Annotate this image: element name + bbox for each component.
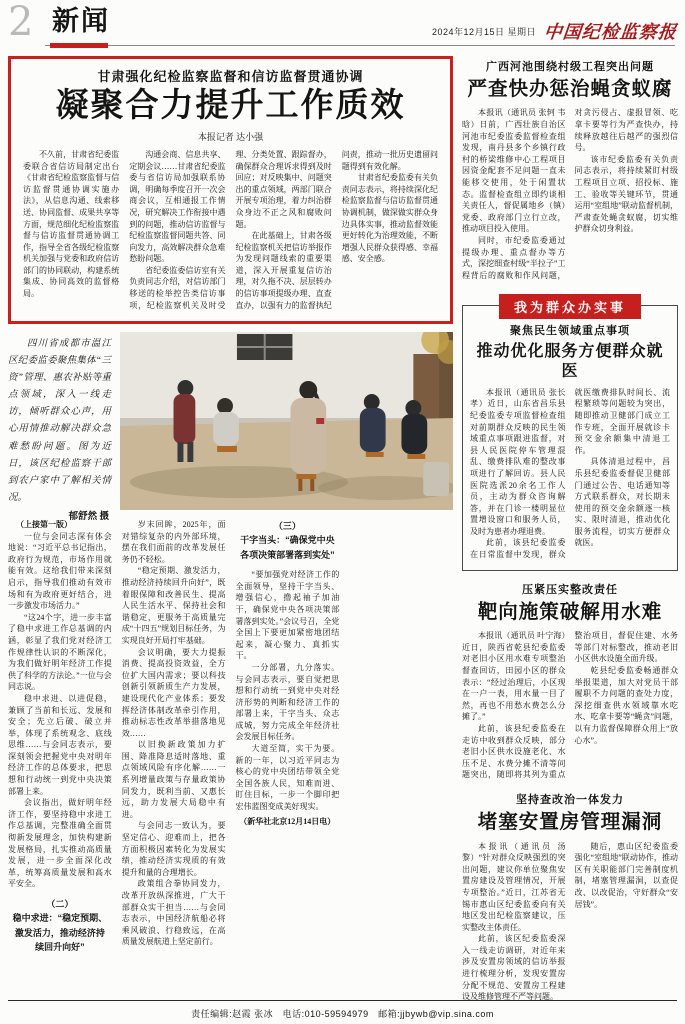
article-shaanxi-kicker: 压紧压实整改责任 — [522, 583, 618, 596]
paragraph: 随后，惠山区纪委监委强化“室组地”联动协作，推动区有关职能部门完善制度机制，堵塞管理漏洞，以查促改、以改促治，守好群众“安居钱”。 — [574, 841, 678, 909]
subhead-two-number: （二） — [46, 899, 74, 909]
right-column — [462, 56, 678, 1016]
masthead-red-bar — [50, 43, 108, 48]
paragraph: 会议指出，做好明年经济工作，要坚持稳中求进工作总基调，完整准确全面贯彻新发展理念，加快构建新发展格局，扎实推动高质量发展，进一步全面深化改革，统筹高质量发展和高水平安全。 — [8, 798, 112, 889]
campaign-section — [462, 300, 678, 570]
article-shaanxi-body — [462, 630, 678, 782]
paragraph: 本报讯（通讯员 张轲 韦晗）日前，广西壮族自治区河池市纪委监委监督检查组发现，南丹县多个乡镇行政村的桥梁维修中心工程项目因资金配套不足问题一直未能移交使用，处于闲置状态。监督检查组立即约谈相关责任人，督促属地乡（镇）党委、政府部门立行立改，推动项目投入使用。 — [462, 108, 566, 234]
article-shandong-kicker: 聚焦民生领域重点事项 — [510, 325, 630, 338]
newspaper-logo: 中国纪检监察报 — [542, 22, 678, 42]
campaign-banner: 我为群众办实事 — [499, 294, 641, 319]
lead-kicker: 甘肃强化纪检监察监督和信访监督贯通协调 — [97, 69, 364, 84]
jump-article — [8, 519, 453, 957]
paragraph: 本报讯（通讯员 汤黎）“针对群众反映强烈的突出问题，建议你单位聚焦安置房建设及管理情况，开展专项整治。”近日，江苏省无锡市惠山区纪委监委向有关地区发出纪检监察建议，压实整改主体责任。 — [462, 841, 566, 932]
photo-caption — [8, 332, 111, 522]
paragraph: 此前，该区纪委监委深入一线走访调研，对近年来涉及安置房领域的信访举报进行梳理分析，发现安置房分配不规范、安置房工程建设及维修管理不严等问题。 — [462, 934, 566, 1002]
article-guangxi-body — [462, 107, 678, 289]
paragraph: 具体清退过程中，昌乐县纪委监委督促卫健部门通过公告、电话通知等方式联系群众，对长期未使用的预交金余额逐一核实、限时清退，推动优化服务流程，切实方便群众就医。 — [574, 457, 670, 548]
lead-headline: 凝聚合力提升工作质效 — [55, 88, 406, 124]
paragraph: 本报讯（通讯员 张长孝）近日，山东省昌乐县纪委监委专项监督检查组对前期群众反映的民生领域重点事项跟进监督，对县人民医院停车管理混乱、缴费排队难的整改事项进行了解回访。县人民医院选派20余名工作人员，主动为群众咨询解答，并在门诊一楼明显位置增设窗口和服务人员，及时为患者办理退费。 — [470, 387, 566, 536]
paragraph: 在此基础上，甘肃各级纪检监察机关把信访举报作为发现问题线索的重要渠道，深入开展重复信访治理，对久拖不决、层层转办的信访事项提级办理、直查直办，以强有力的监督执纪问责，推动一批历史遗留问题得到有效化解。 — [235, 149, 438, 310]
paragraph: 省纪委监委信访室有关负责同志介绍，对信访部门移送的检举控告类信访事项，纪检监察机关及时受理、分类处置、跟踪督办，确保群众合理诉求得到及时回应；对反映集中、问题突出的重点领域，两部门联合开展专项治理，着力纠治群众身边不正之风和腐败问题。 — [129, 149, 332, 310]
page-footer — [8, 1000, 677, 1020]
paragraph: 稳中求进、以进促稳，兼顾了当前和长远、发展和安全；先立后破、破立并举，体现了系统观念、底线思维……与会同志表示，要深刻领会把握党中央对明年经济工作的总体要求，把思想和行动统一到党中央决策部署上来。 — [8, 693, 112, 796]
subhead-two — [12, 897, 108, 955]
paragraph: 乾县纪委监委畅通群众举报渠道，加大对党员干部履职不力问题的查处力度，深挖细查供水领域靠水吃水、吃拿卡要等“蝇贪”问题，以有力监督保障群众用上“放心水”。 — [574, 665, 678, 745]
left-column — [8, 56, 453, 1016]
subhead-two-title: 稳中求进：“稳定预期、激发活力，推动经济持续回升向好” — [12, 913, 108, 953]
publication-date: 2024年12月15日 星期日 — [431, 26, 536, 37]
news-photo-illustration — [120, 332, 453, 510]
article-jiangsu-kicker: 坚持查改治一体发力 — [516, 794, 624, 807]
wire-credit: （新华社北京12月14日电） — [239, 816, 336, 826]
article-jiangsu — [462, 791, 678, 1006]
article-shandong-headline: 推动优化服务方便群众就医 — [476, 343, 664, 380]
article-shaanxi — [462, 581, 678, 782]
paragraph: “稳定预期、激发活力，推动经济持续回升向好”，既着眼保障和改善民生、提高人民生活水平、保持社会和谐稳定，更服务于高质量完成“十四五”规划目标任务，为实现良好开局打牢基础。 — [121, 566, 226, 645]
paragraph: 一分部署，九分落实。与会同志表示，要自觉把思想和行动统一到党中央对经济形势的判断和经济工作的部署上来，干字当头、众志成城，努力完成全年经济社会发展目标任务。 — [235, 662, 340, 742]
lead-body — [23, 149, 438, 317]
paragraph: “这24个字，进一步丰富了稳中求进工作总基调的内涵，彰显了我们党对经济工作规律性认识的不断深化，为我们做好明年经济工作提供了科学的方法论。”一位与会同志说。 — [8, 612, 112, 692]
paragraph: 政策组合拳协同发力，改革开放纵深推进，广大干部群众实干担当……与会同志表示，中国经济航船必将乘风破浪、行稳致远，在高质量发展航道上坚定前行。 — [121, 879, 226, 947]
masthead-rule — [45, 45, 675, 46]
article-jiangsu-body — [462, 841, 678, 1007]
paragraph: 会议明确，要大力提振消费、提高投资效益，全方位扩大国内需求；要以科技创新引领新质生产力发展，建设现代化产业体系；要发挥经济体制改革牵引作用，推动标志性改革举措落地见效…… — [121, 647, 226, 738]
photo-credit: 郁舒然 摄 — [68, 511, 109, 522]
paragraph: 一位与会同志深有体会地说：“习近平总书记指出，政府行为规范，市场作用就能有效。这给我们带来深刻启示，指导我们推动有效市场和有为政府更好结合，进一步激发市场活力。” — [8, 531, 112, 611]
lead-byline: 本报记者 达小强 — [197, 131, 264, 142]
photo-block — [8, 332, 453, 522]
footer-editors-line: 责任编辑:赵霞 张冰 电话:010-59594979 邮箱:jjbywb@vip.sina.com — [191, 1009, 494, 1019]
page-body — [0, 52, 685, 1016]
article-shandong-body — [470, 387, 670, 563]
paragraph: 此前，该县纪委监委在日常监督中发现，群众就医缴费排队时间长、流程繁琐等问题较为突出，随即推动卫健部门成立工作专班，全面开展就诊卡预交金余额集中清退工作。 — [470, 387, 670, 560]
article-guangxi — [462, 58, 678, 289]
paragraph: 同时，市纪委监委通过提级办理、重点督办等方式，深挖细查村级“半拉子”工程背后的腐败和作风问题，对贪污侵占、虚报冒领、吃拿卡要等行为严查快办，持续释放越往后越严的强烈信号。 — [462, 108, 678, 280]
page-number: 2 — [8, 0, 34, 45]
article-shaanxi-headline: 靶向施策破解用水难 — [477, 601, 663, 623]
masthead — [0, 0, 685, 52]
paragraph: 岁末回眸，2025年，面对错综复杂的内外部环境，摆在我们面前的改革发展任务仍不轻松。 — [121, 520, 226, 564]
paragraph: 不久前，甘肃省纪委监委联合省信访局制定出台《甘肃省纪检监察监督与信访监督贯通协调实施办法》，从信息沟通、线索移送、协同监督、成果共享等方面，规范细化纪检监察监督与信访监督贯通协调工作，指导全省各级纪检监察机关加强与党委和政府信访部门的协同联动，构建系统集成、协同高效的监督格局。 — [23, 149, 120, 299]
paragraph: 本报讯（通讯员 叶宁海）近日，陕西省乾县纪委监委对老旧小区用水难专项整治督查回访，田园小区的群众表示：“经过治理后，小区现在一户一表，用水量一目了然，再也不用愁水费怎么分摊了。” — [462, 631, 566, 722]
paragraph: 沟通会商、信息共享、定期会议……甘肃省纪委监委与省信访局加强联系协调，明确每季度召开一次会商会议，互相通报工作情况，研究解决工作衔接中遇到的问题，推动信访监督与纪检监察监督同题共答、同向发力，高效解决群众急难愁盼问题。 — [129, 149, 226, 264]
jump-note: （上接第一版） — [16, 520, 72, 529]
section-title: 新闻 — [52, 6, 110, 36]
subhead-three-title: 干字当头：“确保党中央各项决策部署落到实处” — [240, 535, 335, 560]
paragraph: 甘肃省纪委监委有关负责同志表示，将持续深化纪检监察监督与信访监督贯通协调机制，做深做实群众身边具体实事，推动监督效能更好转化为治理效能，不断增强人民群众获得感、幸福感、安全感。 — [341, 173, 438, 264]
paragraph: 以旧换新政策加力扩围、降准降息适时落地、重点领域风险有序化解……一系列增量政策与存量政策协同发力，既利当前、又惠长远，助力发展大局稳中有进。 — [121, 740, 226, 819]
paragraph: “要加强党对经济工作的全面领导，坚持干字当头、增强信心，撸起袖子加油干，确保党中央各项决策部署落到实处。”会议号召，全党全国上下要更加紧密地团结起来，凝心聚力、真抓实干。 — [235, 570, 340, 661]
news-photo — [120, 332, 453, 510]
photo-caption-text: 四川省成都市温江区纪委监委聚焦集体“三资”管理、惠农补贴等重点领域，深入一线走访，倾听群众心声，用心用情推动解决群众急难愁盼问题。图为近日，该区纪检监察干部到农户家中了解相关情况。 — [8, 339, 111, 503]
subhead-three-number: （三） — [273, 521, 301, 531]
paragraph: 该市纪委监委有关负责同志表示，将持续紧盯村级工程项目立项、招投标、施工、验收等关键环节，贯通运用“室组地”联动监督机制，严肃查处蝇贪蚁腐，切实维护群众切身利益。 — [574, 154, 678, 234]
paragraph: 与会同志一致认为，要坚定信心、迎难而上，把各方面积极因素转化为发展实绩，推动经济实现质的有效提升和量的合理增长。 — [121, 821, 226, 877]
article-shandong — [470, 322, 670, 562]
paragraph: 大道至简，实干为要。新的一年，以习近平同志为核心的党中央团结带领全党全国各族人民，知难而进、盯住目标，一步一个脚印把宏伟蓝图变成美好现实。 — [235, 744, 340, 812]
article-guangxi-headline: 严查快办惩治蝇贪蚁腐 — [467, 79, 673, 100]
paragraph: 此前，该县纪委监委在走访中收到群众反映，部分老旧小区供水设施老化、水压不足、水费分摊不清等问题突出，随即将其列为重点整治项目，督促住建、水务等部门对标整改，推动老旧小区供水设施全面升级。 — [462, 631, 678, 780]
article-guangxi-kicker: 广西河池围绕村级工程突出问题 — [486, 61, 654, 73]
article-jiangsu-headline: 堵塞安置房管理漏洞 — [477, 812, 663, 834]
subhead-three — [240, 519, 336, 562]
lead-article — [8, 56, 453, 324]
